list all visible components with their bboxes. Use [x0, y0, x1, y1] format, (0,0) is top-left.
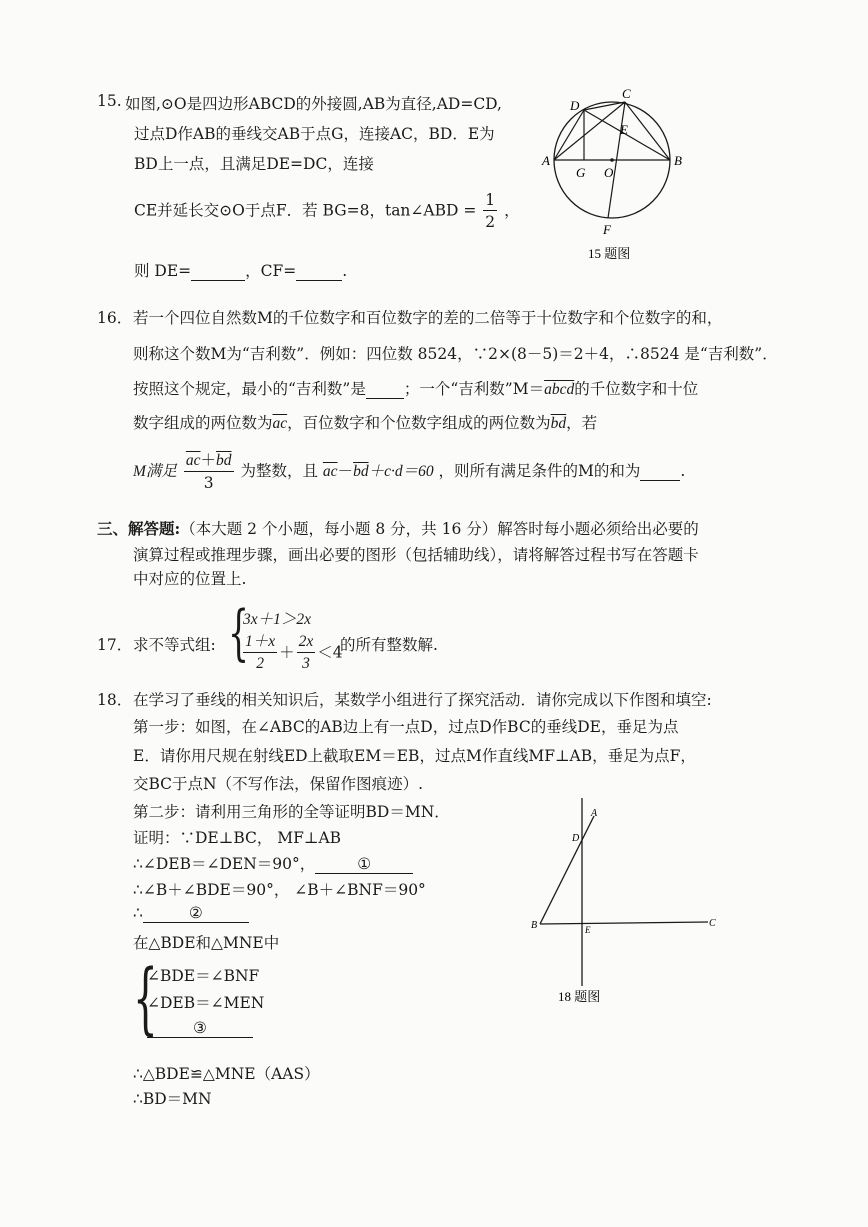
- q18-system-line-2: ∠DEB＝∠MEN: [147, 994, 265, 1012]
- q15-label-g: G: [576, 165, 586, 180]
- q18-line-2: 第一步：如图，在∠ABC的AB边上有一点D，过点D作BC的垂线DE，垂足为点: [133, 718, 679, 736]
- q16-line-3: [133, 377, 698, 399]
- q16-line-2: 则称这个数M为“吉利数”．例如：四位数 8524，∵2×(8－5)＝2＋4，∴8524 是“吉利数”．: [133, 345, 778, 363]
- q16-frac-plus: ＋: [200, 451, 217, 469]
- q16-abcd: abcd: [544, 381, 575, 398]
- q18-proof-line-6: ∴△BDE≌△MNE（AAS）: [133, 1065, 320, 1083]
- q18-label-e: E: [585, 925, 591, 935]
- q16-expr-bd: $\overline{bd}$: [353, 463, 369, 480]
- q18-blank-1-marker: ①: [357, 855, 372, 873]
- q15-fraction-numerator: 1: [485, 191, 496, 209]
- q16-line-5: [133, 450, 685, 494]
- q17-inequality-2: [241, 632, 343, 675]
- q18-label-c: C: [709, 918, 716, 929]
- q18-figure-caption: 18 题图: [558, 989, 601, 1004]
- q16-line-4: [133, 411, 597, 433]
- q15-label-c: C: [622, 88, 631, 101]
- q15-cf-label: ，CF=: [245, 262, 297, 280]
- q17-fraction-2-numerator: 2x: [297, 632, 316, 653]
- q18-label-d: D: [572, 833, 580, 844]
- q17-plus: ＋: [279, 643, 295, 662]
- q16-line-5-start: M满足: [133, 463, 177, 480]
- q15-line-4: [134, 190, 520, 233]
- q15-de-label: 则 DE=: [134, 262, 192, 280]
- q18-line-3: E．请你用尺规在射线ED上截取EM＝EB，过点M作直线MF⊥AB，垂足为点F，: [133, 747, 696, 765]
- q17-inequality-1: 3x＋1＞2x: [243, 611, 312, 628]
- q17-fraction-2: [297, 632, 316, 675]
- q16-line-4-text: 数字组成的两位数为: [133, 414, 273, 432]
- q17-fraction-1-numerator: 1＋x: [243, 632, 277, 653]
- q18-line-4: 交BC于点N（不写作法，保留作图痕迹）.: [133, 775, 424, 793]
- q15-label-e: E: [620, 122, 628, 137]
- q16-expr-rest: ＋c·d＝60: [368, 463, 434, 480]
- q15-line-4-end: ，: [504, 201, 520, 220]
- q18-system-brace: {: [133, 954, 158, 1044]
- q15-cf-answer-blank[interactable]: [296, 262, 342, 281]
- section-3-line-2: 演算过程或推理步骤，画出必要的图形（包括辅助线），请将解答过程书写在答题卡: [133, 546, 699, 564]
- q16-fraction: [184, 450, 234, 494]
- q18-blank-2[interactable]: [143, 904, 249, 923]
- q16-line-1: 若一个四位自然数M的千位数字和百位数字的差的二倍等于十位数字和个位数字的和，: [133, 309, 723, 327]
- q18-proof-line-7: ∴BD＝MN: [133, 1090, 212, 1108]
- q18-label-a: A: [591, 808, 598, 819]
- q16-line-4-end: ，若: [566, 414, 598, 432]
- q15-line-5-end: .: [342, 262, 348, 280]
- q18-blank-3-marker: ③: [193, 1019, 207, 1037]
- q15-de-answer-blank[interactable]: [191, 262, 245, 281]
- q16-ac: $\overline{ac}$: [272, 415, 288, 432]
- q16-expr-minus: －: [337, 462, 354, 480]
- q16-smallest-answer-blank[interactable]: [366, 380, 404, 399]
- q18-label-b: B: [531, 920, 538, 931]
- q18-blank-3[interactable]: [147, 1019, 253, 1038]
- q16-expr-ac: $\overline{ac}$: [322, 463, 338, 480]
- q17-fraction-1: [243, 632, 277, 675]
- section-3-line-3: 中对应的位置上.: [133, 570, 247, 588]
- q15-line-2: 过点D作AB的垂线交AB于点G，连接AC，BD．E为: [134, 125, 495, 143]
- q16-line-5-mid: 为整数，且: [240, 462, 318, 480]
- q15-label-f: F: [603, 222, 611, 237]
- q15-fraction-denominator: 2: [485, 213, 496, 231]
- q16-line-3-mid: ；一个“吉利数”M＝: [403, 380, 545, 398]
- q18-blank-2-marker: ②: [188, 904, 203, 922]
- q15-tan-fraction: [483, 190, 497, 233]
- q18-line-1: 在学习了垂线的相关知识后，某数学小组进行了探究活动．请你完成以下作图和填空:: [133, 691, 712, 709]
- q16-line-5-end: ，则所有满足条件的M的和为: [438, 462, 641, 480]
- q15-line-5: [134, 259, 347, 281]
- q18-proof-line-2: [133, 852, 413, 874]
- q16-frac-ac: $\overline{ac}$: [185, 452, 201, 469]
- q15-line-4-text: CE并延长交⊙O于点F．若 BG=8，tan∠ABD =: [134, 201, 477, 220]
- q18-proof-line-1: 证明：∵DE⊥BC， MF⊥AB: [133, 829, 342, 847]
- q17-fraction-2-denominator: 3: [302, 655, 310, 672]
- q17-number: 17．: [97, 636, 133, 654]
- q18-proof-line-2-text: ∴∠DEB＝∠DEN＝90°，: [133, 855, 316, 873]
- q18-proof-line-5: 在△BDE和△MNE中: [133, 934, 280, 952]
- q17-prefix: 求不等式组:: [133, 636, 216, 654]
- q18-line-5: 第二步：请利用三角形的全等证明BD＝MN．: [133, 803, 450, 821]
- q16-line-3-end: 的千位数字和十位: [574, 380, 699, 398]
- q16-fraction-denominator: 3: [203, 474, 214, 492]
- q18-system-line-3: [147, 1019, 253, 1038]
- q18-number: 18．: [97, 691, 133, 709]
- q16-sum-answer-blank[interactable]: [640, 462, 680, 481]
- q15-label-o: O: [604, 165, 614, 180]
- q17-fraction-1-denominator: 2: [256, 655, 264, 672]
- q18-blank-1[interactable]: [315, 855, 413, 874]
- q17-less-than: ＜4: [317, 643, 343, 662]
- q18-system-line-1: ∠BDE＝∠BNF: [147, 967, 260, 985]
- q15-label-b: B: [674, 153, 682, 168]
- section-3-header: [97, 517, 699, 539]
- q15-label-a: A: [542, 153, 550, 168]
- q15-line-3: BD上一点，且满足DE=DC，连接: [134, 155, 374, 173]
- q18-proof-line-4-text: ∴: [133, 904, 143, 922]
- q16-line-4-mid: ，百位数字和个位数字组成的两位数为: [287, 414, 551, 432]
- q16-number: 16．: [97, 309, 133, 327]
- q16-bd: $\overline{bd}$: [550, 415, 567, 432]
- q17-suffix: 的所有整数解.: [340, 636, 438, 654]
- q16-line-3-text: 按照这个规定，最小的“吉利数”是: [133, 380, 366, 398]
- q15-figure-caption: 15 题图: [588, 246, 631, 261]
- q16-frac-bd: $\overline{bd}$: [216, 452, 232, 469]
- q15-line-1: 如图,⊙O是四边形ABCD的外接圆,AB为直径,AD=CD,: [125, 95, 502, 113]
- section-3-line-1: （本大题 2 个小题，每小题 8 分，共 16 分）解答时每小题必须给出必要的: [180, 520, 699, 538]
- section-3-title: 三、解答题:: [97, 519, 181, 538]
- q16-line-5-period: .: [680, 462, 686, 480]
- q17-system-brace: {: [228, 598, 250, 668]
- q15-figure-circle: [540, 88, 690, 266]
- q16-fraction-numerator: [184, 450, 234, 472]
- q18-proof-line-4: [133, 904, 249, 923]
- q18-proof-line-3: ∴∠B＋∠BDE＝90°， ∠B＋∠BNF＝90°: [133, 881, 426, 899]
- q15-number: 15.: [97, 92, 122, 110]
- q15-label-d: D: [570, 98, 580, 113]
- q18-figure-angle: [528, 790, 728, 1010]
